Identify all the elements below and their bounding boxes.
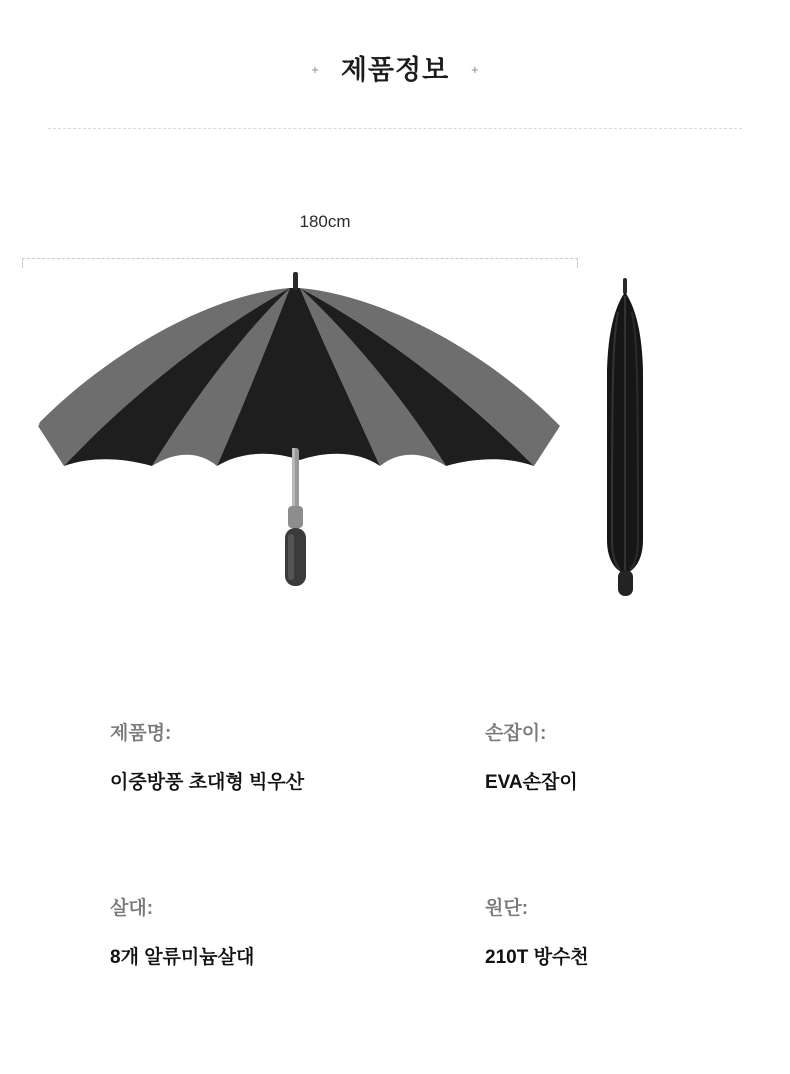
decoration-plus-left: + [311,62,319,77]
dimension-bracket-tick-left [22,258,23,268]
spec-value: 8개 알류미늄살대 [110,947,255,968]
open-umbrella-image [22,270,578,600]
spec-item-handle [485,718,790,893]
spec-label: 살대: [110,898,154,919]
spec-item-product-name [110,718,485,893]
spec-item-fabric [485,893,790,1068]
dimension-label: 180cm [299,212,351,231]
spec-value: EVA손잡이 [485,772,578,793]
decoration-plus-right: + [471,62,479,77]
spec-label: 제품명: [110,723,172,744]
spec-value: 이중방풍 초대형 빅우산 [110,772,305,793]
spec-value: 210T 방수천 [485,947,589,968]
product-spec-grid [0,718,790,1068]
umbrella-finial [293,272,298,290]
page-title: 제품정보 [340,55,450,85]
spec-item-ribs [110,893,485,1068]
dimension-bracket-tick-right [577,258,578,268]
closed-umbrella-image [596,278,656,598]
spec-label: 손잡이: [485,723,547,744]
spec-label: 원단: [485,898,529,919]
product-image-stage [0,270,790,630]
page-header [0,48,790,87]
dimension-bracket [22,258,578,268]
dimension-bracket-line [22,258,578,259]
header-divider [48,128,742,129]
